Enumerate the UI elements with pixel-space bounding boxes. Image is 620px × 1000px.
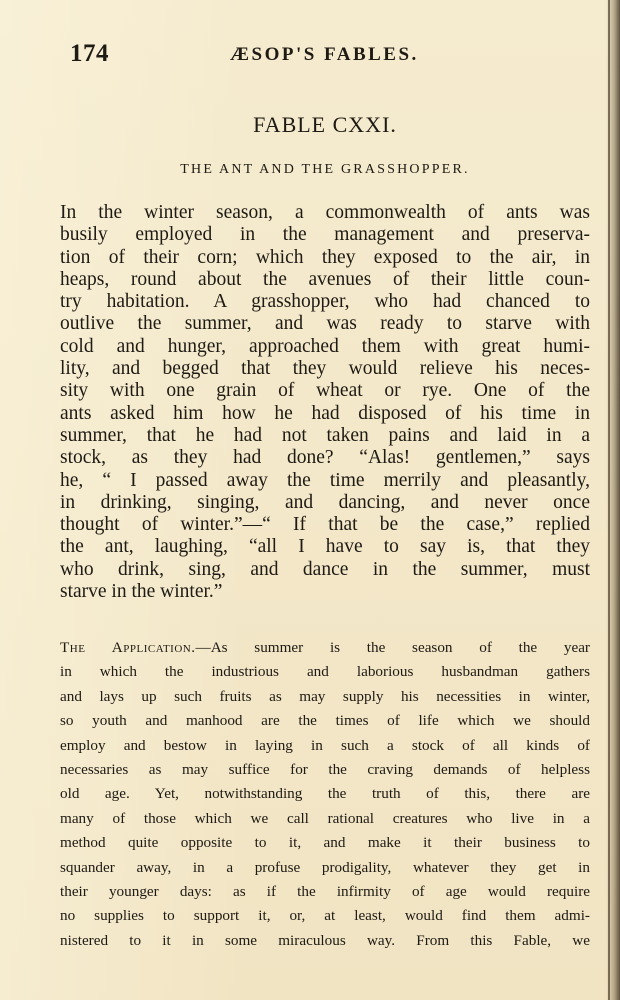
fable-title: THE ANT AND THE GRASSHOPPER. <box>180 162 470 177</box>
fable-line: In the winter season, a commonwealth of ants was <box>60 202 590 223</box>
fable-text <box>60 202 590 603</box>
running-header <box>70 40 590 74</box>
fable-line: in drinking, singing, and dancing, and never once <box>60 491 590 513</box>
application-first-line-text: —As summer is the season of the year <box>195 639 590 656</box>
fable-line: cold and hunger, approached them with great humi- <box>60 335 590 357</box>
application-line: employ and bestow in laying in such a stock of all kinds of <box>60 736 590 754</box>
fable-line: starve in the winter.” <box>60 581 223 603</box>
fable-number: FABLE CXXI. <box>253 112 397 137</box>
application-line: many of those which we call rational creatures who live in a <box>60 809 590 827</box>
application-line: their younger days: as if the infirmity of age would require <box>60 883 590 901</box>
fable-line: busily employed in the management and preserva- <box>60 224 590 246</box>
fable-line: ants asked him how he had disposed of his time in <box>60 402 590 424</box>
application-line: nistered to it in some miraculous way. From this Fable, we <box>60 931 590 949</box>
application-first-line <box>60 636 590 660</box>
application-line: squander away, in a profuse prodigality, whatever they get in <box>60 858 590 876</box>
fable-line: heaps, round about the avenues of their little coun- <box>60 268 590 290</box>
application-line: old age. Yet, notwithstanding the truth of this, there are <box>60 785 590 803</box>
fable-line: summer, that he had not taken pains and laid in a <box>60 424 590 446</box>
page-edge-line <box>608 0 610 1000</box>
fable-line: who drink, sing, and dance in the summer, must <box>60 558 590 580</box>
application-heading: The Application. <box>60 639 196 656</box>
application-line: no supplies to support it, or, at least, would find them admi- <box>60 907 590 925</box>
application-line: necessaries as may suffice for the craving demands of helpless <box>60 761 590 779</box>
application-line: and lays up such fruits as may supply his necessities in winter, <box>60 687 590 705</box>
application-line: method quite opposite to it, and make it their business to <box>60 834 590 852</box>
page-number: 174 <box>70 40 109 67</box>
fable-line: try habitation. A grasshopper, who had chanced to <box>60 291 590 313</box>
fable-line: thought of winter.”—“ If that be the case,” replied <box>60 514 590 536</box>
fable-line: tion of their corn; which they exposed to the air, in <box>60 246 590 268</box>
application-line: so youth and manhood are the times of life which we should <box>60 712 590 730</box>
fable-line: outlive the summer, and was ready to starve with <box>60 313 590 335</box>
fable-line: lity, and begged that they would relieve his neces- <box>60 358 590 380</box>
fable-line: the ant, laughing, “all I have to say is, that they <box>60 536 590 558</box>
fable-line: stock, as they had done? “Alas! gentlemen,” says <box>60 447 590 469</box>
application-line: in which the industrious and laborious husbandman gathers <box>60 663 590 681</box>
fable-line: sity with one grain of wheat or rye. One of the <box>60 380 590 402</box>
application-text <box>60 636 590 953</box>
fable-line: he, “ I passed away the time merrily and pleasantly, <box>60 469 590 491</box>
running-title: ÆSOP'S FABLES. <box>230 44 419 65</box>
